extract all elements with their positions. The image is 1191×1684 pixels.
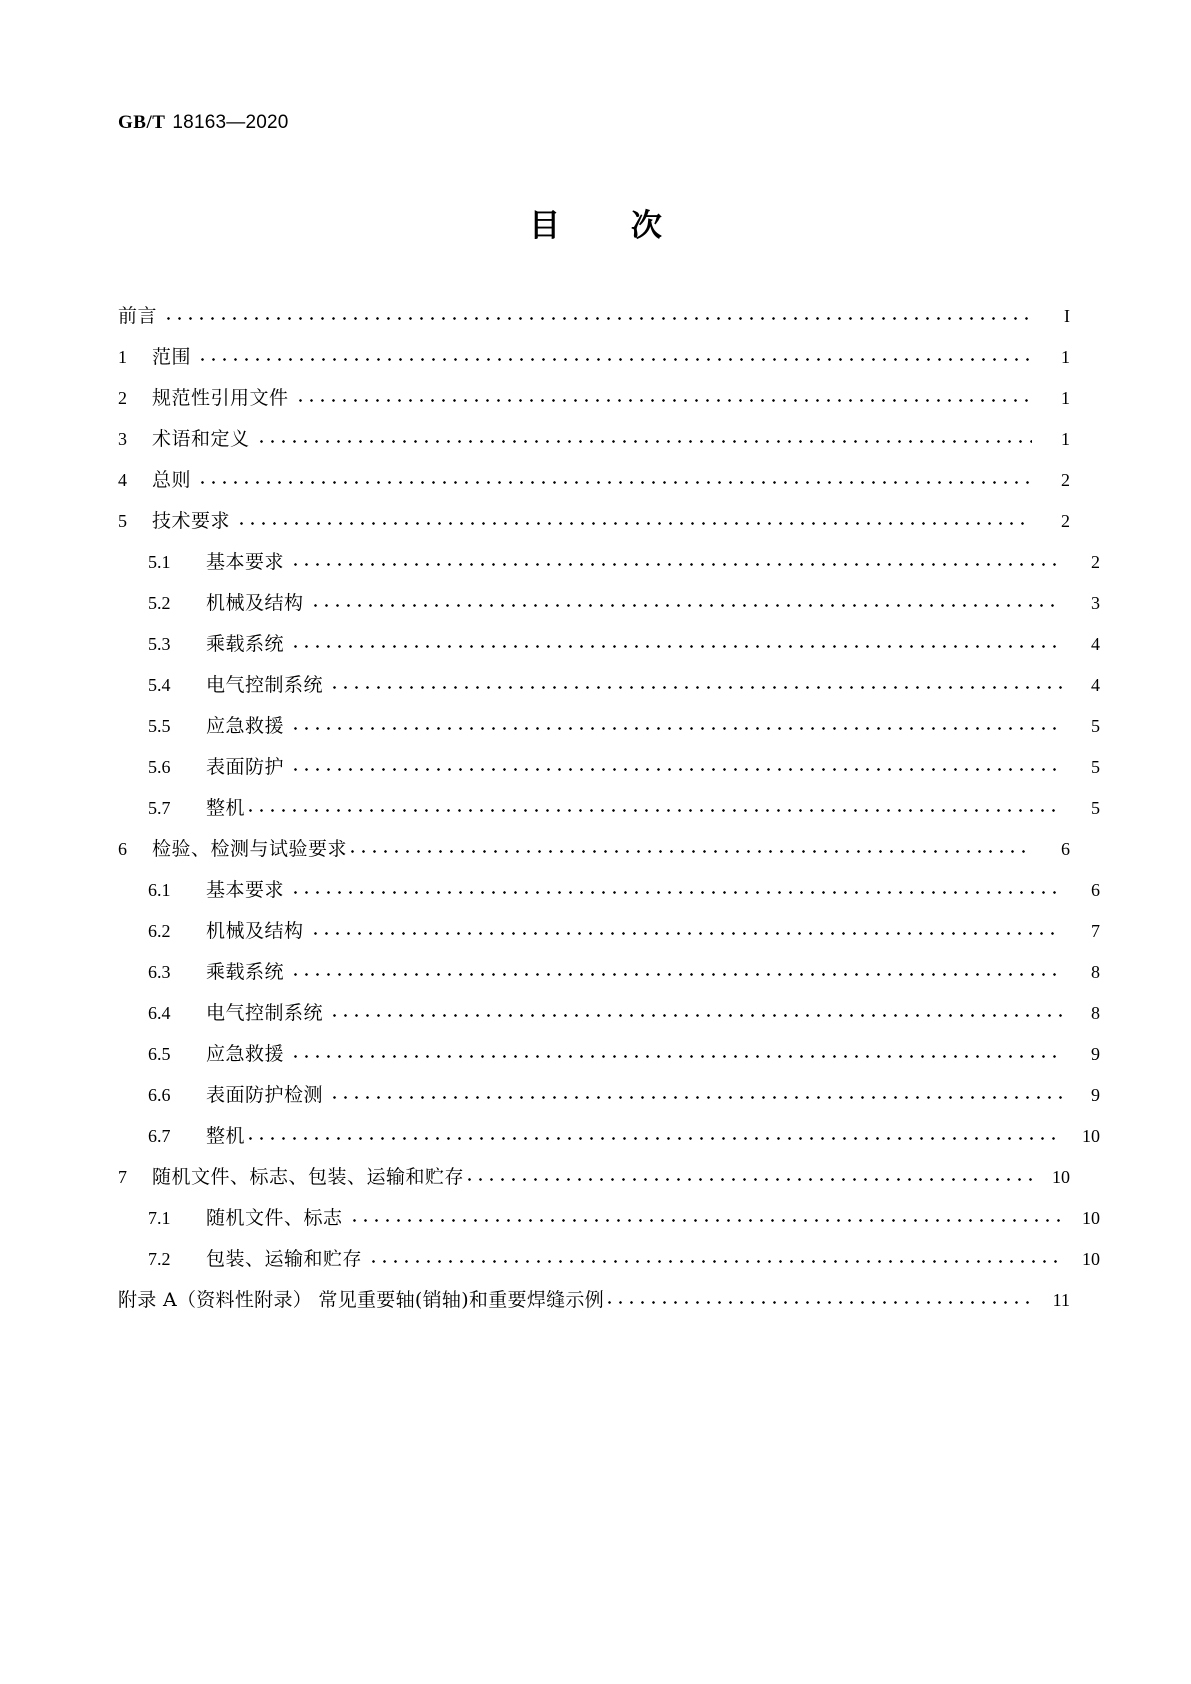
toc-entry-label: 范围 (152, 346, 192, 368)
toc-leader-dots (347, 840, 1032, 859)
toc-leader-dots (290, 963, 1062, 982)
toc-entry-page: 1 (1061, 388, 1070, 408)
toc-entry-page: 10 (1082, 1126, 1100, 1146)
toc-entry-label: 整机 (206, 797, 246, 819)
toc-leader-dots (329, 1004, 1062, 1023)
toc-entry-label: 表面防护检测 (206, 1084, 324, 1106)
toc-entry-page: 5 (1091, 757, 1100, 777)
toc-entry-number: 5.6 (148, 757, 171, 777)
toc-entry-number: 6.7 (148, 1126, 171, 1146)
toc-entry-page: 2 (1091, 552, 1100, 572)
toc-leader-dots (245, 1127, 1062, 1146)
toc-entry[interactable] (118, 1116, 1100, 1157)
toc-entry-label: 前言 (118, 305, 158, 327)
toc-entry[interactable] (118, 1157, 1070, 1198)
toc-leader-dots (197, 471, 1032, 490)
toc-entry-number: 6.6 (148, 1085, 171, 1105)
standard-header (118, 112, 289, 134)
toc-entry-number: 5.7 (148, 798, 171, 818)
toc-entry-page: 1 (1061, 429, 1070, 449)
toc-entry[interactable] (118, 419, 1070, 460)
toc-entry-number: 5.5 (148, 716, 171, 736)
toc-entry-page: 3 (1091, 593, 1100, 613)
toc-entry-label: 附录 A（资料性附录） 常见重要轴(销轴)和重要焊缝示例 (118, 1289, 605, 1311)
toc-entry-page: 9 (1091, 1044, 1100, 1064)
toc-entry-page: 10 (1082, 1208, 1100, 1228)
toc-entry-page: 4 (1091, 634, 1100, 654)
toc-entry-page: I (1064, 306, 1070, 326)
toc-entry[interactable] (118, 993, 1100, 1034)
toc-entry-number: 6.1 (148, 880, 171, 900)
toc-entry-label: 包装、运输和贮存 (206, 1248, 363, 1270)
toc-leader-dots (290, 553, 1062, 572)
toc-entry-page: 6 (1091, 880, 1100, 900)
toc-entry-page: 6 (1061, 839, 1070, 859)
toc-leader-dots (290, 717, 1062, 736)
toc-entry-label: 技术要求 (152, 510, 231, 532)
toc-entry-page: 2 (1061, 511, 1070, 531)
toc-leader-dots (604, 1291, 1032, 1310)
toc-entry-number: 5 (118, 511, 127, 531)
toc-entry-label: 应急救援 (206, 1043, 285, 1065)
toc-entry-number: 1 (118, 347, 127, 367)
toc-entry-number: 5.2 (148, 593, 171, 613)
toc-leader-dots (349, 1209, 1062, 1228)
toc-leader-dots (290, 1045, 1062, 1064)
toc-entry-page: 5 (1091, 716, 1100, 736)
toc-entry[interactable] (118, 788, 1100, 829)
toc-entry-number: 6.5 (148, 1044, 171, 1064)
toc-leader-dots (256, 430, 1032, 449)
toc-entry[interactable] (118, 624, 1100, 665)
toc-entry-label: 基本要求 (206, 551, 285, 573)
toc-entry-label: 基本要求 (206, 879, 285, 901)
toc-entry-label: 规范性引用文件 (152, 387, 289, 409)
toc-entry-label: 电气控制系统 (206, 674, 324, 696)
toc-entry-number: 2 (118, 388, 127, 408)
toc-entry-number: 6.2 (148, 921, 171, 941)
toc-entry[interactable] (118, 706, 1100, 747)
toc-entry-number: 7 (118, 1167, 127, 1187)
toc-entry-number: 5.1 (148, 552, 171, 572)
toc-entry[interactable] (118, 378, 1070, 419)
toc-entry-page: 8 (1091, 1003, 1100, 1023)
toc-entry[interactable] (118, 337, 1070, 378)
toc-entry[interactable] (118, 1198, 1100, 1239)
toc-leader-dots (197, 348, 1032, 367)
toc-entry[interactable] (118, 542, 1100, 583)
toc-leader-dots (464, 1168, 1032, 1187)
toc-entry-page: 1 (1061, 347, 1070, 367)
toc-leader-dots (290, 881, 1062, 900)
toc-entry[interactable] (118, 747, 1100, 788)
toc-entry-page: 2 (1061, 470, 1070, 490)
toc-leader-dots (368, 1250, 1062, 1269)
toc-entry-number: 5.4 (148, 675, 171, 695)
toc-entry-page: 10 (1052, 1167, 1070, 1187)
toc-entry-label: 随机文件、标志、包装、运输和贮存 (152, 1166, 465, 1188)
toc-entry[interactable] (118, 460, 1070, 501)
toc-leader-dots (163, 307, 1032, 326)
toc-leader-dots (310, 594, 1062, 613)
toc-entry-number: 4 (118, 470, 127, 490)
toc-entry-number: 6 (118, 839, 127, 859)
toc-entry[interactable] (118, 1034, 1100, 1075)
toc-entry-number: 7.1 (148, 1208, 171, 1228)
toc-entry-page: 4 (1091, 675, 1100, 695)
toc-leader-dots (245, 799, 1062, 818)
toc-entry-label: 表面防护 (206, 756, 285, 778)
toc-entry-page: 11 (1052, 1290, 1070, 1310)
standard-prefix: GB/T (118, 112, 166, 133)
toc-leader-dots (329, 1086, 1062, 1105)
toc-leader-dots (310, 922, 1062, 941)
toc-entry-number: 6.3 (148, 962, 171, 982)
table-of-contents (118, 296, 1100, 1321)
toc-entry-label: 应急救援 (206, 715, 285, 737)
toc-entry-page: 8 (1091, 962, 1100, 982)
toc-entry-label: 检验、检测与试验要求 (152, 838, 348, 860)
toc-entry-label: 乘载系统 (206, 633, 285, 655)
toc-entry-page: 5 (1091, 798, 1100, 818)
toc-entry-label: 机械及结构 (206, 592, 304, 614)
toc-entry[interactable] (118, 501, 1070, 542)
toc-entry[interactable] (118, 829, 1070, 870)
toc-entry-number: 5.3 (148, 634, 171, 654)
toc-entry-label: 整机 (206, 1125, 246, 1147)
toc-entry[interactable] (118, 665, 1100, 706)
toc-entry-page: 10 (1082, 1249, 1100, 1269)
toc-entry[interactable] (118, 296, 1070, 337)
toc-entry[interactable] (118, 911, 1100, 952)
toc-entry-number: 3 (118, 429, 127, 449)
toc-entry-number: 6.4 (148, 1003, 171, 1023)
toc-entry[interactable] (118, 870, 1100, 911)
toc-entry-label: 术语和定义 (152, 428, 250, 450)
toc-entry[interactable] (118, 1280, 1070, 1321)
toc-entry[interactable] (118, 583, 1100, 624)
toc-entry[interactable] (118, 1075, 1100, 1116)
toc-leader-dots (295, 389, 1032, 408)
standard-number: 18163—2020 (172, 112, 289, 133)
toc-entry-page: 9 (1091, 1085, 1100, 1105)
toc-entry-label: 总则 (152, 469, 192, 491)
page-title: 目 次 (529, 208, 692, 244)
toc-leader-dots (236, 512, 1032, 531)
toc-leader-dots (329, 676, 1062, 695)
toc-entry[interactable] (118, 1239, 1100, 1280)
toc-entry-label: 随机文件、标志 (206, 1207, 343, 1229)
toc-entry-label: 机械及结构 (206, 920, 304, 942)
toc-entry-label: 电气控制系统 (206, 1002, 324, 1024)
toc-entry-number: 7.2 (148, 1249, 171, 1269)
toc-leader-dots (290, 758, 1062, 777)
toc-entry[interactable] (118, 952, 1100, 993)
toc-leader-dots (290, 635, 1062, 654)
toc-entry-page: 7 (1091, 921, 1100, 941)
toc-entry-label: 乘载系统 (206, 961, 285, 983)
